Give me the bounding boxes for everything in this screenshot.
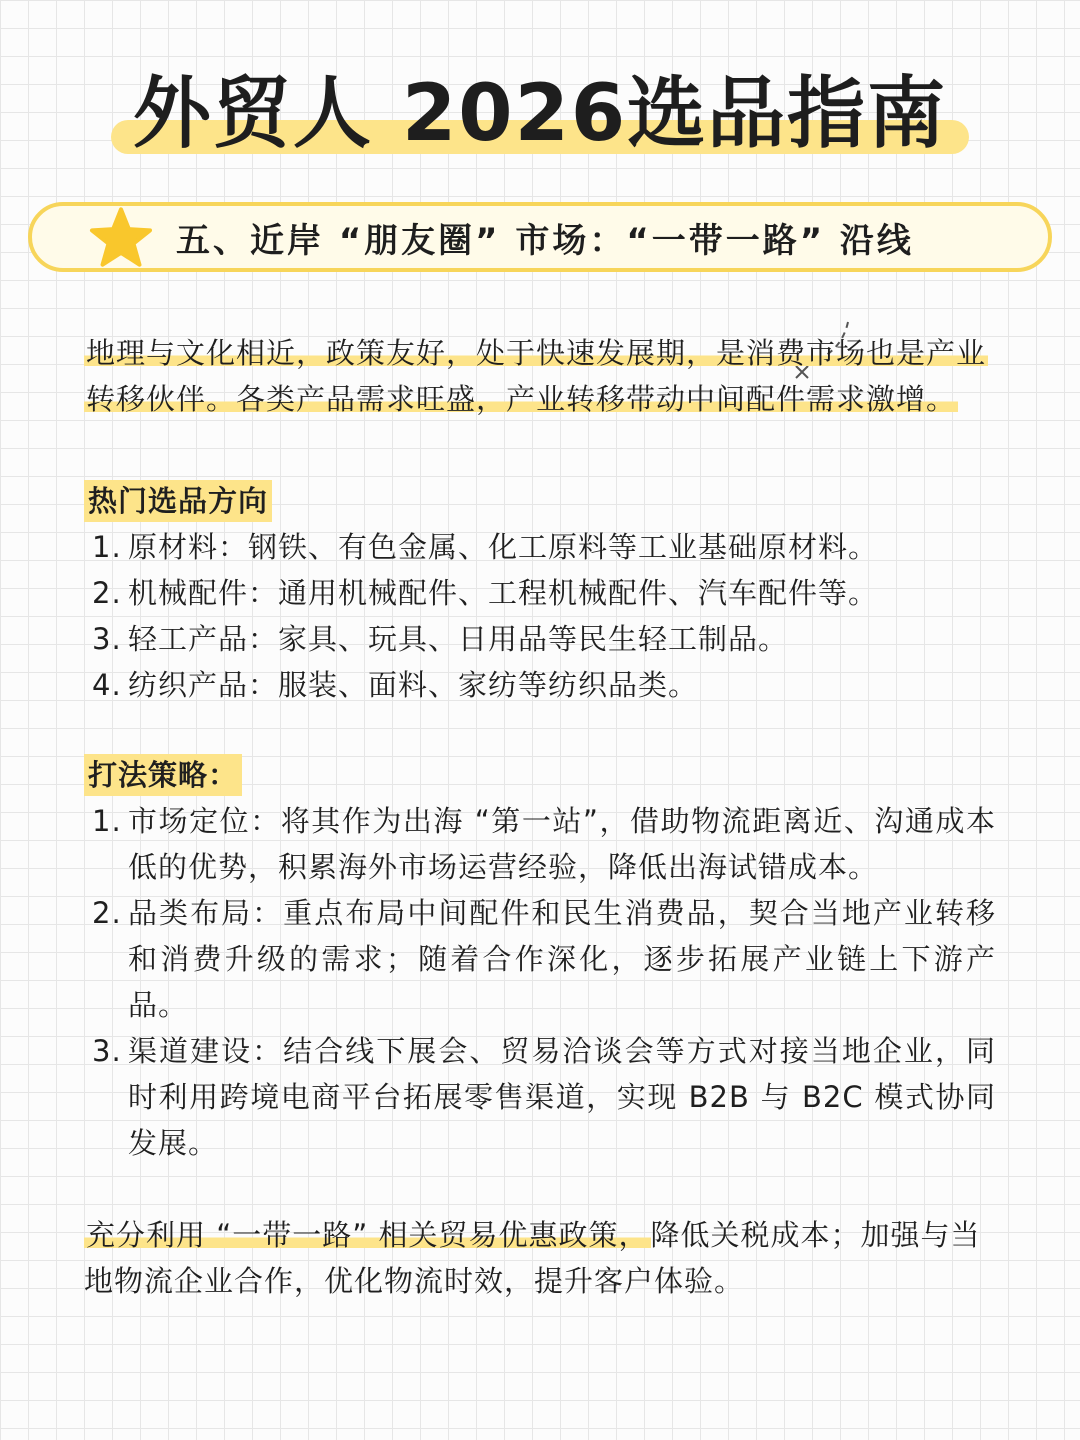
hot-picks-section xyxy=(84,480,996,708)
section-banner xyxy=(28,202,1052,272)
strategy-section xyxy=(84,754,996,1166)
closing-text: 降低关税成本；加强与当地物流企业合作，优化物流时效，提升客户体验。 xyxy=(84,1218,981,1298)
closing-paragraph xyxy=(84,1212,996,1304)
list-item: 4. 纺织产品：服装、面料、家纺等纺织品类。 xyxy=(92,668,699,702)
strategy-list xyxy=(84,798,996,1166)
content xyxy=(84,330,996,1304)
intro-text: 地理与文化相近，政策友好，处于快速发展期，是消费市场也是产业转移伙伴。各类产品需求旺盛，产业转移带动中间配件需求激增。 xyxy=(86,336,987,416)
strategy-heading: 打法策略： xyxy=(84,754,242,796)
intro-paragraph xyxy=(84,330,996,422)
list-item: 1. 市场定位：将其作为出海 “第一站”，借助物流距离近、沟通成本低的优势，积累海外市场运营经验，降低出海试错成本。 xyxy=(92,804,996,884)
star-icon xyxy=(88,204,154,270)
banner-title: 五、近岸 “朋友圈” 市场：“一带一路” 沿线 xyxy=(176,220,914,261)
hot-picks-heading: 热门选品方向 xyxy=(84,480,272,522)
hot-picks-list xyxy=(84,524,996,708)
list-item: 2. 机械配件：通用机械配件、工程机械配件、汽车配件等。 xyxy=(92,576,879,610)
title-area xyxy=(0,64,1080,164)
closing-highlight: 充分利用 “一带一路” 相关贸易优惠政策， xyxy=(86,1218,649,1252)
list-item: 2. 品类布局：重点布局中间配件和民生消费品，契合当地产业转移和消费升级的需求；随着合作深化，逐步拓展产业链上下游产品。 xyxy=(92,896,996,1022)
page-title: 外贸人 2026选品指南 xyxy=(111,64,969,164)
list-item: 3. 轻工产品：家具、玩具、日用品等民生轻工制品。 xyxy=(92,622,789,656)
list-item: 1. 原材料：钢铁、有色金属、化工原料等工业基础原材料。 xyxy=(92,530,879,564)
list-item: 3. 渠道建设：结合线下展会、贸易洽谈会等方式对接当地企业，同时利用跨境电商平台拓展零售渠道，实现 B2B 与 B2C 模式协同发展。 xyxy=(92,1034,996,1160)
